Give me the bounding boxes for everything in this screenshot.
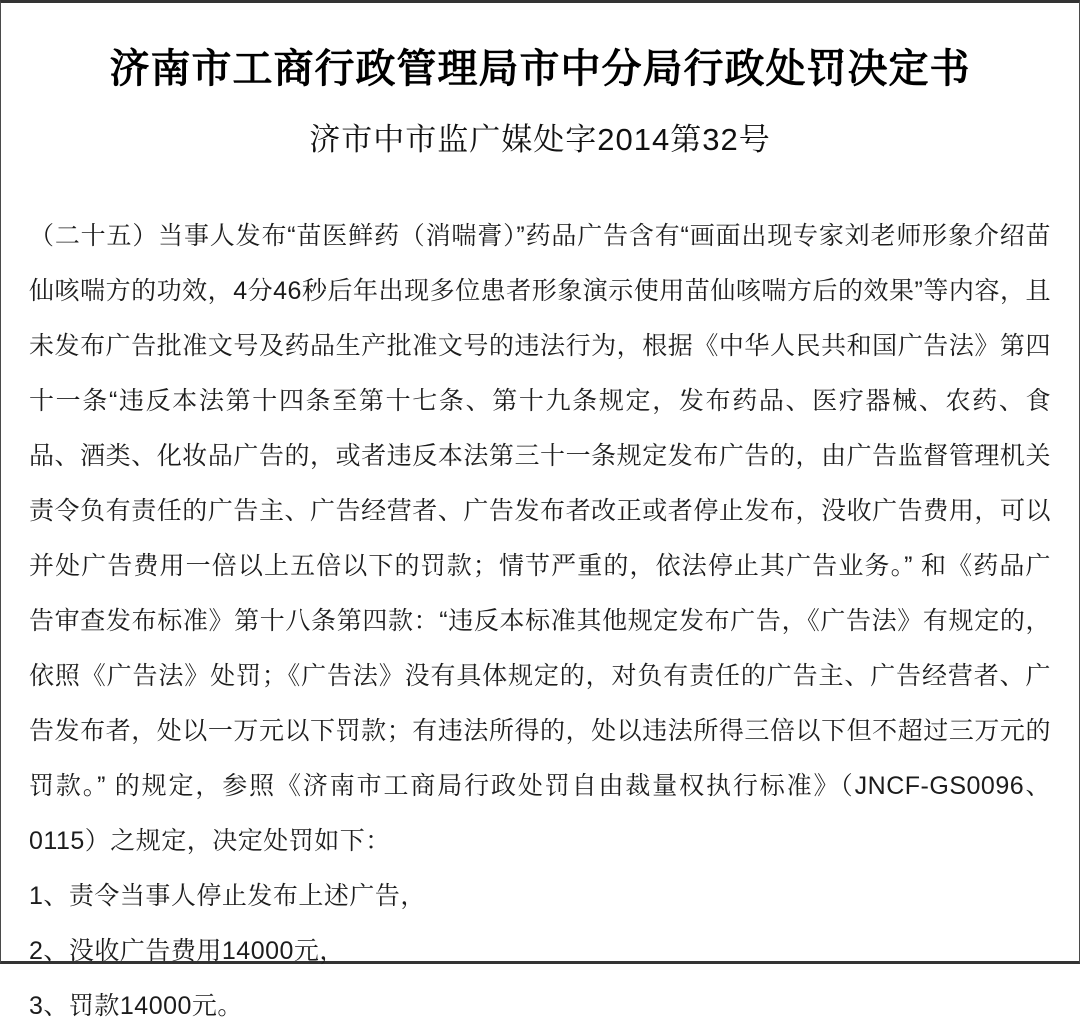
- body-paragraph: （二十五）当事人发布“苗医鲜药（消喘膏）”药品广告含有“画面出现专家刘老师形象介绍苗仙咳喘方的功效，4分46秒后年出现多位患者形象演示使用苗仙咳喘方后的效果”等内容，且未发布广告批准文号及药品生产批准文号的违法行为，根据《中华人民共和国广告法》第四十一条“违反本法第十四条至第十七条、第十九条规定，发布药品、医疗器械、农药、食品、酒类、化妆品广告的，或者违反本法第三十一条规定发布广告的，由广告监督管理机关责令负有责任的广告主、广告经营者、广告发布者改正或者停止发布，没收广告费用，可以并处广告费用一倍以上五倍以下的罚款；情节严重的，依法停止其广告业务。” 和《药品广告审查发布标准》第十八条第四款：“违反本标准其他规定发布广告，《广告法》有规定的，依照《广告法》处罚；《广告法》没有具体规定的，对负有责任的广告主、广告经营者、广告发布者，处以一万元以下罚款；有违法所得的，处以违法所得三倍以下但不超过三万元的罚款。” 的规定，参照《济南市工商局行政处罚自由裁量权执行标准》（JNCF-GS0096、0115）之规定，决定处罚如下：: [29, 222, 1051, 855]
- penalty-list: [29, 869, 1051, 1034]
- document-number: 济市中市监广媒处字2014第32号: [309, 122, 771, 157]
- document-title: 济南市工商行政管理局市中分局行政处罚决定书: [109, 47, 971, 91]
- penalty-item-3: 3、罚款14000元。: [29, 992, 243, 1020]
- penalty-item-1: 1、责令当事人停止发布上述广告，: [29, 882, 426, 910]
- penalty-item-2: 2、没收广告费用14000元，: [29, 937, 345, 965]
